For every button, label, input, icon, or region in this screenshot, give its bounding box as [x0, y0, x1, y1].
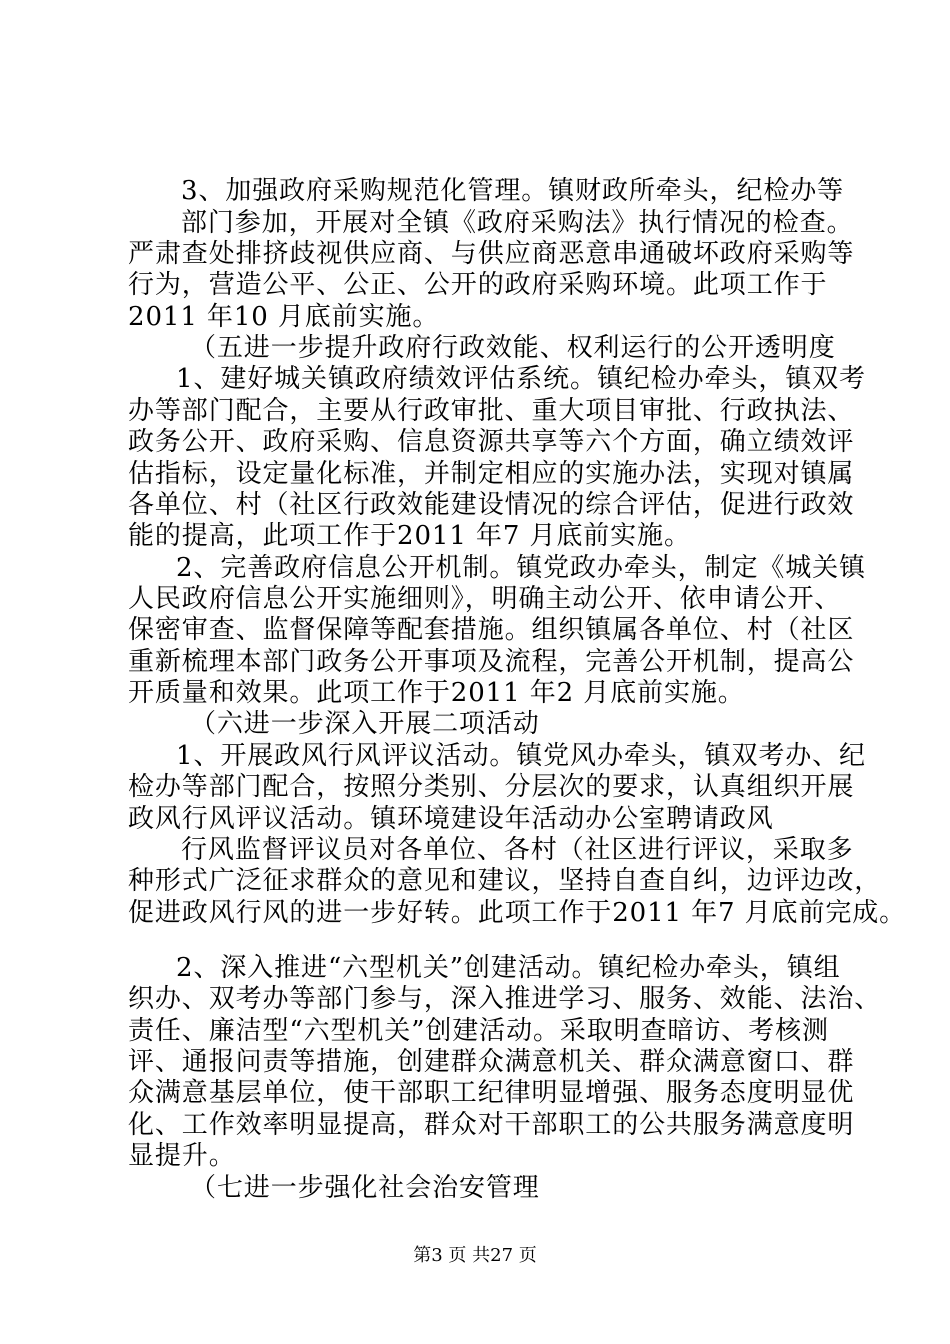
paragraph-line: 3、加强政府采购规范化管理。镇财政所牵头，纪检办等 [181, 176, 845, 206]
section-heading: （六进一步深入开展二项活动 [190, 709, 540, 739]
paragraph-line: 评、通报问责等措施，创建群众满意机关、群众满意窗口、群 [128, 1047, 855, 1077]
paragraph-line: 众满意基层单位，使干部职工纪律明显增强、服务态度明显优 [128, 1078, 855, 1108]
paragraph-line: 保密审查、监督保障等配套措施。组织镇属各单位、村（社区 [128, 615, 855, 645]
paragraph-line: 1、开展政风行风评议活动。镇党风办牵头，镇双考办、纪 [176, 741, 866, 771]
paragraph-line: 促进政风行风的进一步好转。此项工作于2011 年7 月底前完成。 [128, 898, 907, 928]
section-heading: （七进一步强化社会治安管理 [190, 1173, 540, 1203]
paragraph-line: 2011 年10 月底前实施。 [128, 302, 440, 332]
paragraph-line: 开质量和效果。此项工作于2011 年2 月底前实施。 [128, 678, 745, 708]
section-heading: （五进一步提升政府行政效能、权利运行的公开透明度 [190, 333, 836, 363]
paragraph-line: 1、建好城关镇政府绩效评估系统。镇纪检办牵头，镇双考 [176, 364, 866, 394]
paragraph-line: 重新梳理本部门政务公开事项及流程，完善公开机制，提高公 [128, 647, 855, 677]
paragraph-line: 种形式广泛征求群众的意见和建议，坚持自查自纠，边评边改， [128, 866, 882, 896]
paragraph-line: 显提升。 [128, 1141, 236, 1171]
paragraph-line: 化、工作效率明显提高，群众对干部职工的公共服务满意度明 [128, 1110, 855, 1140]
paragraph-line: 严肃查处排挤歧视供应商、与供应商恶意串通破坏政府采购等 [128, 239, 855, 269]
paragraph-line: 能的提高，此项工作于2011 年7 月底前实施。 [128, 521, 691, 551]
paragraph-line: 行风监督评议员对各单位、各村（社区进行评议，采取多 [181, 835, 854, 865]
paragraph-line: 检办等部门配合，按照分类别、分层次的要求，认真组织开展 [128, 772, 855, 802]
paragraph-line: 2、深入推进“六型机关”创建活动。镇纪检办牵头，镇组 [176, 953, 841, 983]
paragraph-line: 织办、双考办等部门参与，深入推进学习、服务、效能、法治、 [128, 984, 882, 1014]
paragraph-line: 行为，营造公平、公正、公开的政府采购环境。此项工作于 [128, 270, 828, 300]
paragraph-line: 责任、廉洁型“六型机关”创建活动。采取明查暗访、考核测 [128, 1016, 829, 1046]
paragraph-line: 2、完善政府信息公开机制。镇党政办牵头，制定《城关镇 [176, 553, 866, 583]
paragraph-line: 部门参加，开展对全镇《政府采购法》执行情况的检查。 [181, 208, 854, 238]
paragraph-line: 各单位、村（社区行政效能建设情况的综合评估，促进行政效 [128, 490, 855, 520]
paragraph-line: 政风行风评议活动。镇环境建设年活动办公室聘请政风 [128, 804, 774, 834]
paragraph-line: 估指标，设定量化标准，并制定相应的实施办法，实现对镇属 [128, 459, 855, 489]
paragraph-line: 办等部门配合，主要从行政审批、重大项目审批、行政执法、 [128, 396, 855, 426]
page-footer: 第3 页 共27 页 [413, 1245, 537, 1266]
paragraph-line: 政务公开、政府采购、信息资源共享等六个方面，确立绩效评 [128, 427, 855, 457]
paragraph-line: 人民政府信息公开实施细则》，明确主动公开、依申请公开、 [128, 584, 842, 614]
